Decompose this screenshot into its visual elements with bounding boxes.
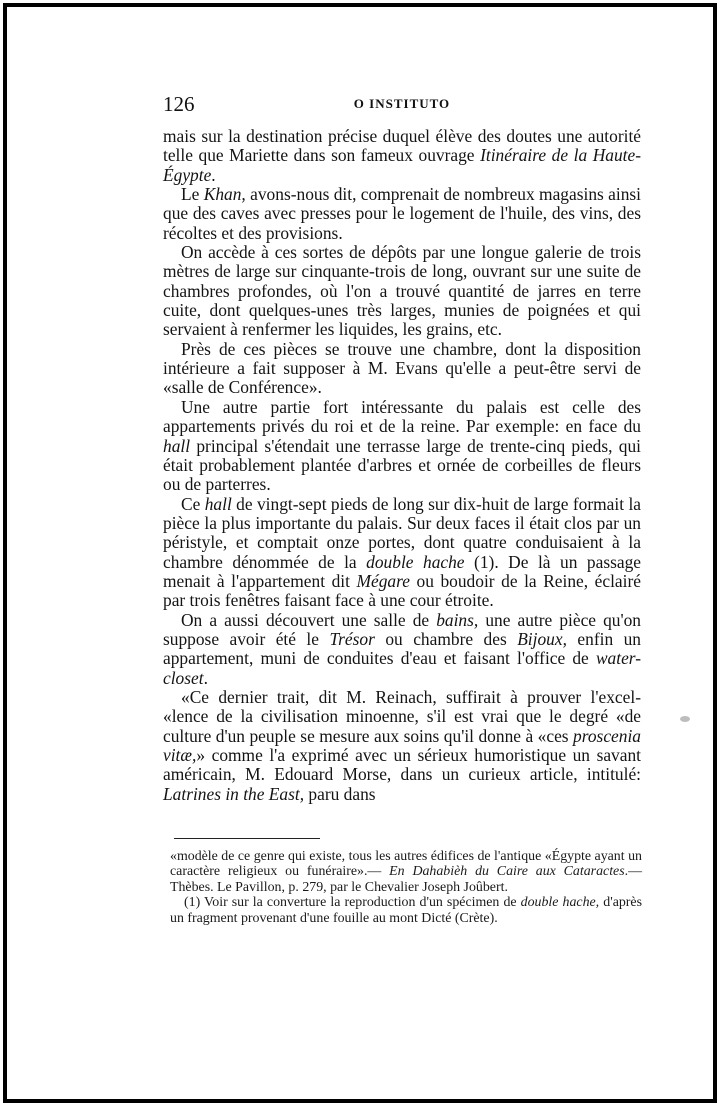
text-run: On a aussi découvert une salle de [181,609,437,630]
italic-run: bains, [436,609,479,630]
text-run: paru dans [304,783,376,804]
italic-run: water-closet [163,648,641,688]
italic-run: Mégare [356,570,410,591]
text-run: Près de ces pièces se trouve une chambre, dont la disposition intérieure a fait supposer à M. Evans qu'elle a peut-être servi de «salle de Conférence». [163,338,641,398]
text-run: Ce [181,493,205,514]
italic-run: double hache, [520,895,600,911]
text-run: mais sur la destination précise duquel élève des doutes une autorité telle que Mariette dans son fameux ouvrage [163,126,641,166]
italic-run: hall [163,435,191,456]
text-run: Le [181,184,204,205]
footnote-fn-continued [170,849,642,895]
text-run: . [211,164,216,185]
text-run: principal s'étendait une terrasse large de trente-cinq pieds, qui était probablement plantée d'arbres et ornée de corbeilles de fleurs ou de parterres. [163,435,641,495]
text-run: avons-nous dit, comprenait de nombreux magasins ainsi que des caves avec presses pour le logement de l'huile, des vins, des récoltes et des provisions. [163,184,641,243]
footnote-rule [174,838,320,839]
italic-run: hall [204,493,232,514]
text-run: ou chambre des [374,628,518,649]
text-run: d'après un fragment provenant d'une fouille au mont Dicté (Crète). [170,895,643,926]
italic-run: proscenia vitæ, [163,725,641,765]
text-run: de vingt-sept pieds de long sur dix-huit de large formait la pièce la plus importante du palais. Sur deux faces il était clos par un péristyle, et comptait onze portes, dont quatre conduisaient à la chambre dénommée de la [163,493,642,572]
text-run: .—Thèbes. Le Pavillon, p. 279, par le Chevalier Joseph Joûbert. [170,864,643,895]
paragraph-7 [163,611,641,688]
text-run: (1) Voir sur la converture la reproduction d'un spécimen de [184,895,521,911]
italic-run: En Dahabièh du Caire aux Cataractes [389,864,625,880]
body-text [163,127,641,804]
text-run: Une autre partie fort intéressante du palais est celle des appartements privés du roi et de la reine. Par exemple: en face du [163,396,641,437]
paragraph-3 [163,243,641,340]
paragraph-4 [163,340,641,398]
paragraph-6 [163,495,641,611]
italic-run: Latrines in the East, [163,783,305,804]
footnotes [170,849,642,926]
italic-run: Itinéraire de la Haute-Égypte [163,145,641,185]
paragraph-1 [163,127,641,185]
paragraph-2 [163,185,641,243]
text-run: «modèle de ce genre qui existe, tous les autres édifices de l'antique «Égypte ayant un caractère religieux ou funéraire».— [170,849,642,880]
footnote-fn-1 [170,895,642,926]
italic-run: double hache [366,551,465,572]
text-run: «Ce dernier trait, dit M. Reinach, suffirait à prouver l'excel- «lence de la civilisation minoenne, s'il est vrai que le degré «de culture d'un peuple se mesure aux soins qu'il donne à «ces [163,686,641,746]
text-run: » comme l'a exprimé avec un sérieux humoristique un savant américain, M. Edouard Morse, dans un curieux article, intitulé: [163,745,641,785]
text-run: enfin un appartement, muni de conduites d'eau et faisant l'office de [163,628,641,669]
text-run: ou boudoir de la Reine, éclairé par trois fenêtres faisant face à une cour étroite. [163,570,641,611]
italic-run: Khan, [203,184,246,205]
paragraph-5 [163,398,641,495]
italic-run: Trésor [329,628,375,649]
scan-speck [680,716,690,722]
page-number: 126 [163,92,195,116]
text-run: On accède à ces sortes de dépôts par une longue galerie de trois mètres de large sur cinquante-trois de long, ouvrant sur une suite de chambres profondes, où l'on a trouvé quantité de jarres en terre cuite, dont quelques-unes très larges, munies de poignées et qui servaient à renfermer les liquides, les grains, etc. [163,242,641,340]
text-run: . [203,667,208,688]
text-run: (1). De là un passage menait à l'appartement dit [163,551,641,591]
running-title: O INSTITUTO [353,96,451,111]
paragraph-8 [163,688,641,804]
page-header [163,92,641,122]
italic-run: Bijoux, [517,628,567,649]
text-run: une autre pièce qu'on suppose avoir été le [163,609,641,649]
